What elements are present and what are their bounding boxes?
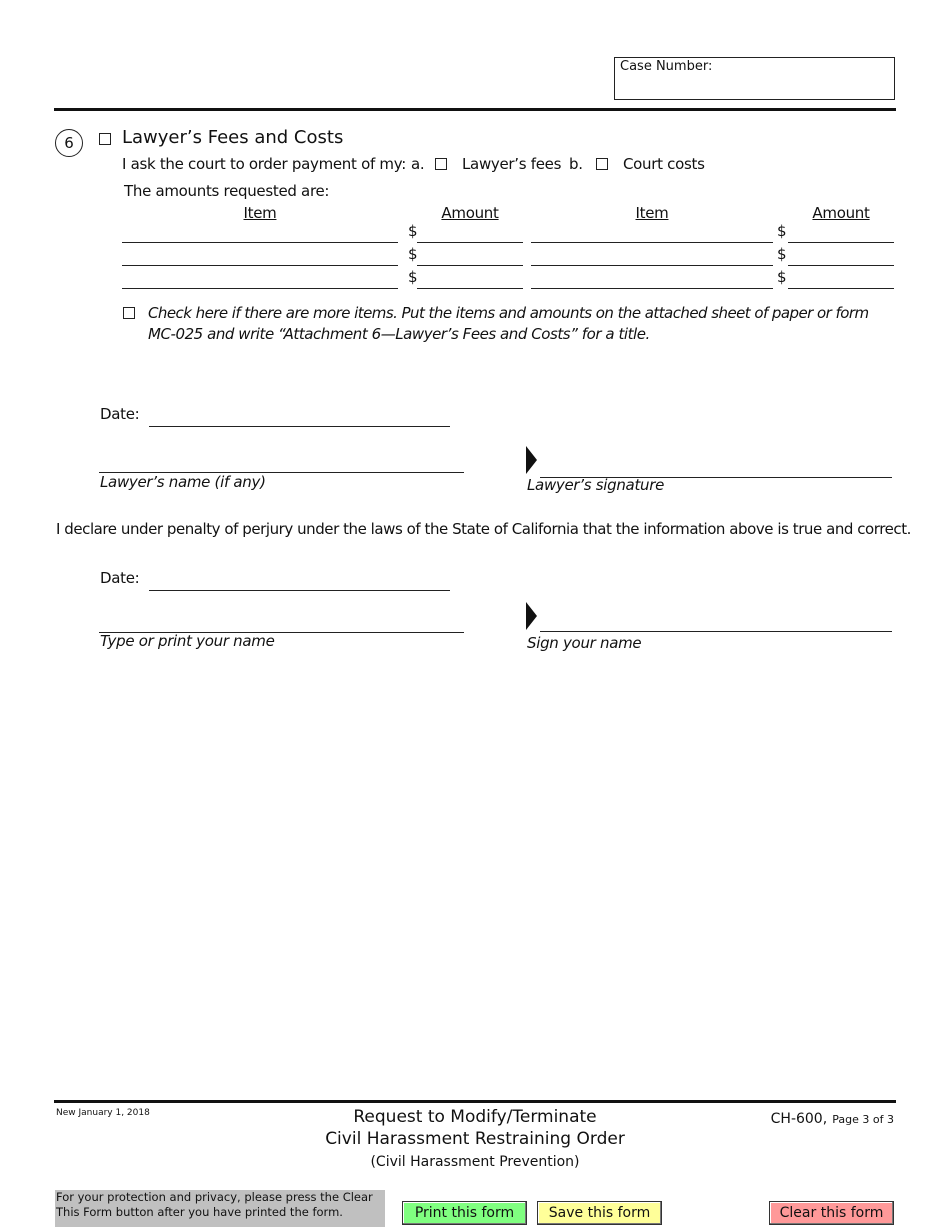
declarant-date-field[interactable] <box>149 570 450 591</box>
item-field-right-1[interactable] <box>531 222 773 243</box>
form-id: CH-600, <box>770 1111 828 1127</box>
declarant-name-label: Type or print your name <box>100 632 275 650</box>
section6-checkbox[interactable] <box>99 133 111 145</box>
lawyer-signature-label: Lawyer’s signature <box>527 476 665 494</box>
lawyer-name-label: Lawyer’s name (if any) <box>100 473 266 491</box>
item-field-left-1[interactable] <box>122 222 398 243</box>
declarant-signature-label: Sign your name <box>527 634 642 652</box>
section-number-circle <box>55 129 83 157</box>
request-text: I ask the court to order payment of my: <box>122 155 406 173</box>
lawyer-date-field[interactable] <box>149 406 450 427</box>
option-b-label: Court costs <box>623 155 705 173</box>
amount-field-right-3[interactable] <box>788 268 894 289</box>
more-items-checkbox[interactable] <box>123 307 135 319</box>
col-amount-right: Amount <box>812 204 870 222</box>
dollar-sign: $ <box>408 268 418 286</box>
amount-field-right-2[interactable] <box>788 245 894 266</box>
privacy-notice <box>55 1190 385 1227</box>
footer-title <box>275 1106 675 1173</box>
col-amount-left: Amount <box>441 204 499 222</box>
dollar-sign: $ <box>777 268 787 286</box>
option-a-label: Lawyer’s fees <box>462 155 562 173</box>
col-item-left: Item <box>243 204 277 222</box>
amounts-intro: The amounts requested are: <box>124 182 330 200</box>
declarant-date-label: Date: <box>100 569 140 587</box>
dollar-sign: $ <box>408 222 418 240</box>
section-number: 6 <box>64 134 74 152</box>
dollar-sign: $ <box>777 222 787 240</box>
option-b-letter: b. <box>569 155 583 173</box>
declaration-text: I declare under penalty of perjury under the laws of the State of California that the information above is true and correct. <box>56 520 911 538</box>
case-number-label: Case Number: <box>620 59 713 74</box>
amount-field-left-3[interactable] <box>417 268 523 289</box>
amount-field-left-2[interactable] <box>417 245 523 266</box>
declarant-name-field[interactable] <box>99 612 464 633</box>
signature-arrow-icon <box>526 446 537 474</box>
lawyers-fees-checkbox[interactable] <box>435 158 447 170</box>
col-item-right: Item <box>635 204 669 222</box>
privacy-notice-line2: This Form button after you have printed the form. <box>56 1205 343 1219</box>
privacy-notice-line1: For your protection and privacy, please press the Clear <box>56 1190 373 1204</box>
page-info: Page 3 of 3 <box>832 1113 894 1126</box>
item-field-right-3[interactable] <box>531 268 773 289</box>
item-field-right-2[interactable] <box>531 245 773 266</box>
item-field-left-3[interactable] <box>122 268 398 289</box>
lawyer-signature-field[interactable] <box>540 457 892 478</box>
case-number-box[interactable] <box>614 57 895 100</box>
footer-title-line2: Civil Harassment Restraining Order <box>325 1129 625 1149</box>
save-button[interactable]: Save this form <box>537 1201 662 1225</box>
amount-field-left-1[interactable] <box>417 222 523 243</box>
option-a-letter: a. <box>411 155 425 173</box>
lawyer-name-field[interactable] <box>99 452 464 473</box>
court-costs-checkbox[interactable] <box>596 158 608 170</box>
more-items-text-line1: Check here if there are more items. Put the items and amounts on the attached sheet of paper or form <box>148 304 869 322</box>
footer-rule <box>54 1100 896 1103</box>
print-button[interactable]: Print this form <box>402 1201 527 1225</box>
declarant-signature-field[interactable] <box>540 611 892 632</box>
clear-button[interactable]: Clear this form <box>769 1201 894 1225</box>
dollar-sign: $ <box>408 245 418 263</box>
form-id-block <box>720 1108 894 1127</box>
signature-arrow-icon <box>526 602 537 630</box>
more-items-text-line2: MC-025 and write “Attachment 6—Lawyer’s Fees and Costs” for a title. <box>148 325 650 343</box>
footer-title-line1: Request to Modify/Terminate <box>353 1107 597 1127</box>
header-rule <box>54 108 896 111</box>
lawyer-date-label: Date: <box>100 405 140 423</box>
item-field-left-2[interactable] <box>122 245 398 266</box>
revision-date: New January 1, 2018 <box>56 1108 150 1118</box>
section6-title: Lawyer’s Fees and Costs <box>122 127 344 148</box>
dollar-sign: $ <box>777 245 787 263</box>
amount-field-right-1[interactable] <box>788 222 894 243</box>
footer-subtitle: (Civil Harassment Prevention) <box>370 1154 580 1170</box>
